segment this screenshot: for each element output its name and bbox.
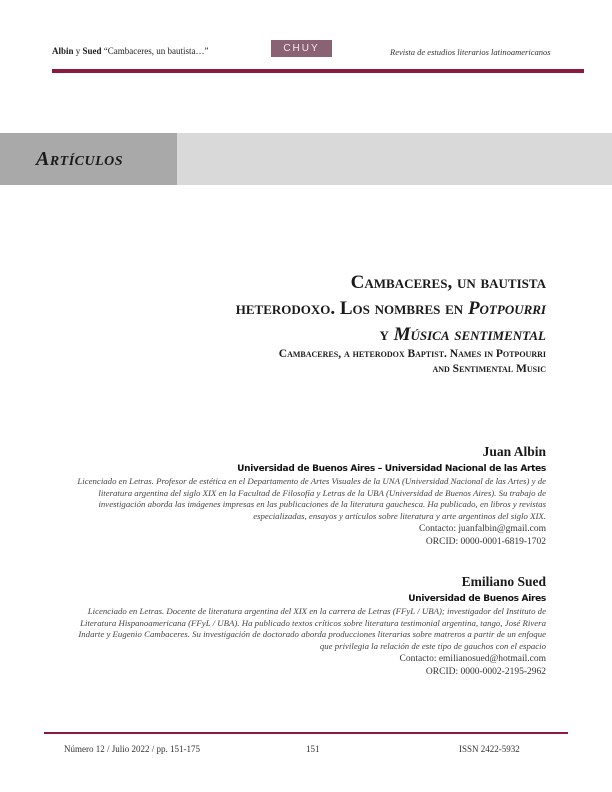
footer-issue: Número 12 / Julio 2022 / pp. 151-175	[64, 744, 200, 754]
author-name: Emiliano Sued	[461, 574, 546, 589]
title-part2: heterodoxo. Los nombres en	[235, 298, 468, 319]
author-contact[interactable]: Contacto: juanfalbin@gmail.com	[419, 524, 546, 534]
section-label: Artículos	[36, 148, 124, 170]
running-head	[52, 46, 209, 56]
header-rule	[52, 69, 584, 73]
title-part1: Cambaceres, un bautista	[350, 272, 546, 293]
subtitle-line2: and Sentimental Music	[432, 363, 546, 375]
footer-rule	[44, 732, 568, 734]
running-head-author1: Albin	[52, 46, 74, 56]
journal-name: Revista de estudios literarios latinoamericanos	[390, 47, 551, 57]
article-title	[66, 270, 546, 348]
author-block	[66, 574, 546, 678]
author-name: Juan Albin	[482, 444, 546, 459]
author-institution: Universidad de Buenos Aires	[408, 594, 546, 604]
author-block	[66, 444, 546, 548]
title-part3: y	[379, 324, 394, 345]
author-bio: Licenciado en Letras. Profesor de estética en el Departamento de Artes Visuales de la UNA (Universidad Nacional de las Artes) y de literatura argentina del siglo XIX en la Facultad de Filosofía y Letras de la UBA (Universidad de Buenos Aires). Su trabajo de investigación aborda las imágenes impresas en las publicaciones de la literatura gauchesca. Ha publicado, en libros y revistas especializadas, ensayos y artículos sobre literatura y arte argentinos del siglo XIX.	[77, 476, 546, 521]
title-work1: Potpourri	[467, 298, 546, 319]
running-head-connector: y	[75, 46, 81, 56]
journal-logo: CHUY	[271, 40, 332, 57]
page-number: 151	[306, 744, 320, 754]
title-work2: Música sentimental	[393, 324, 546, 345]
running-head-author2: Sued	[82, 46, 102, 56]
author-contact[interactable]: Contacto: emilianosued@hotmail.com	[399, 654, 546, 664]
author-institution: Universidad de Buenos Aires – Universidad Nacional de las Artes	[237, 464, 546, 474]
author-bio: Licenciado en Letras. Docente de literatura argentina del XIX en la carrera de Letras (FFyL / UBA); investigador del Instituto de Literatura Hispanoamericana (FFyL / UBA). Ha publicado textos críticos sobre literatura testimonial argentina, tango, José Rivera Indarte y Eugenio Cambaceres. Su investigación de doctorado aborda producciones literarias sobre matreros a partir de un enfoque que privilegia la relación de este tipo de gauchos con el espacio	[78, 606, 546, 651]
running-head-title: “Cambaceres, un bautista…”	[103, 46, 209, 56]
footer-issn: ISSN 2422-5932	[459, 744, 520, 754]
article-subtitle	[66, 347, 546, 377]
author-orcid[interactable]: ORCID: 0000-0002-2195-2962	[425, 667, 546, 677]
author-orcid[interactable]: ORCID: 0000-0001-6819-1702	[425, 537, 546, 547]
subtitle-line1: Cambaceres, a heterodox Baptist. Names in Potpourri	[278, 348, 546, 360]
